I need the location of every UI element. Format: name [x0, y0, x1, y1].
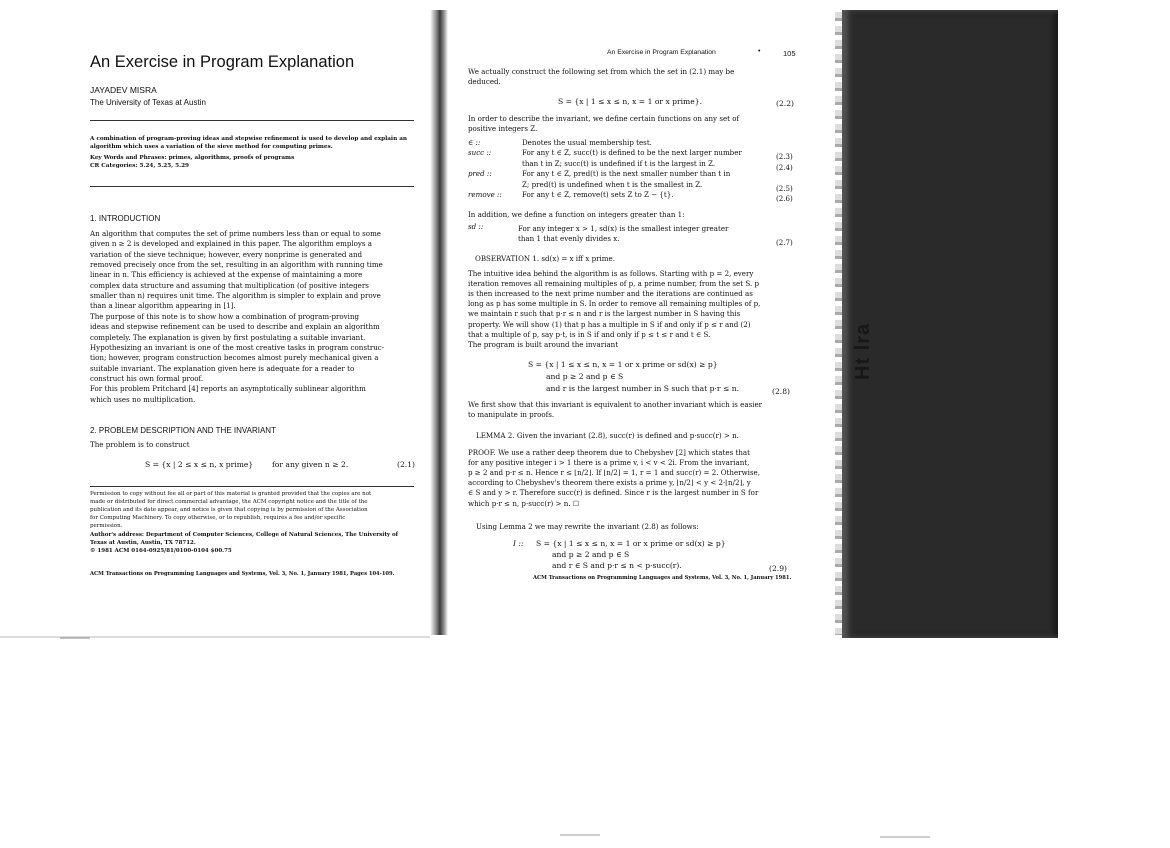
footer-line: Texas at Austin, Austin, TX 78712. [90, 539, 196, 546]
definition-text: For any t ∈ Z, succ(t) is defined to be the next larger number [522, 148, 742, 158]
body-line: suitable invariant. The explanation given here is adequate for a reader to [90, 363, 355, 373]
body-line: In order to describe the invariant, we define certain functions on any set of [468, 114, 740, 123]
abstract-line: A combination of program-proving ideas and stepwise refinement is used to develop and explain an [90, 136, 408, 142]
equation: S = {x | 2 ≤ x ≤ n, x prime} [145, 460, 254, 469]
invariant-line: S = {x | 1 ≤ x ≤ n, x = 1 or x prime or sd(x) ≥ p} [536, 539, 726, 548]
body-line: property. We will show (1) that p has a multiple in S if and only if p ≤ r and (2) [468, 319, 751, 329]
body-line: complex data structure and assuming that multiplication (of positive integers [90, 280, 369, 290]
body-line: removed precisely once from the set, resulting in an algorithm with running time [90, 260, 383, 270]
scan-smudge [560, 834, 600, 836]
body-line: to manipulate in proofs. [468, 410, 555, 419]
body-line: deduced. [468, 77, 501, 86]
book-spine-shadow [430, 10, 448, 635]
body-line: The problem is to construct [90, 440, 190, 449]
invariant-line: and p ≥ 2 and p ∈ S [546, 372, 624, 381]
journal-citation: ACM Transactions on Programming Languages and Systems, Vol. 3, No. 1, January 1981, Pages 104-109. [90, 571, 395, 577]
author-affiliation: The University of Texas at Austin [90, 98, 206, 107]
footer-line: publication and its date appear, and notice is given that copying is by permission of the Association [90, 507, 368, 514]
proof-line: according to Chebyshev's theorem there exists a prime y, ⌊n/2⌋ < y < 2·⌊n/2⌋, y [468, 478, 751, 488]
equation-number: (2.3) [776, 152, 793, 162]
running-head: An Exercise in Program Explanation [607, 49, 716, 56]
cr-categories: CR Categories: 5.24, 5.25, 5.29 [90, 163, 189, 169]
body-line: ideas and stepwise refinement can be used to describe and explain an algorithm [90, 322, 380, 332]
body-line: long as p has some multiple in S. In order to remove all remaining multiples of p, [468, 299, 761, 309]
equation-number: (2.7) [776, 238, 793, 247]
body-line: construct his own formal proof. [90, 373, 204, 383]
body-line: The program is built around the invariant [468, 339, 619, 349]
body-line: variation of the sieve technique; however, every nonprime is generated and [90, 249, 363, 259]
definition-text: Z; pred(t) is undefined when t is the smallest in Z. [522, 179, 703, 189]
body-line: tion; however, program construction becomes almost purely mechanical given a [90, 353, 379, 363]
abstract-line: algorithm which uses a variation of the sieve method for computing primes. [90, 144, 333, 150]
definition-text: Denotes the usual membership test. [522, 138, 652, 147]
equation-number: (2.1) [397, 460, 416, 469]
equation-condition: for any given n ≥ 2. [272, 460, 349, 469]
body-line: is then increased to the next prime number and the iterations are continued as [468, 289, 753, 299]
body-line: The purpose of this note is to show how a combination of program-proving [90, 311, 360, 321]
paper-title: An Exercise in Program Explanation [90, 53, 355, 71]
proof-line: for any positive integer i > 1 there is a prime v, i < v < 2i. From the invariant, [468, 458, 750, 468]
body-line: given n ≥ 2 is developed and explained in this paper. The algorithm employs a [90, 239, 373, 249]
body-line: The intuitive idea behind the algorithm is as follows. Starting with p = 2, every [468, 269, 754, 278]
equation-number: (2.5) [776, 183, 793, 193]
equation-number: (2.8) [772, 387, 791, 396]
footer-line: made or distributed for direct commercial advantage, the ACM copyright notice and the title of the [90, 499, 368, 506]
footer-line: permission. [90, 523, 123, 530]
divider [90, 486, 414, 487]
equation-number: (2.4) [776, 162, 793, 172]
divider [90, 186, 414, 187]
definition-text: For any t ∈ Z, pred(t) is the next smaller number than t in [522, 169, 731, 179]
footer-line: Permission to copy without fee all or part of this material is granted provided that the copies are not [90, 491, 372, 497]
invariant-line: and r ∈ S and p·r ≤ n < p·succ(r). [552, 561, 682, 570]
body-line: In addition, we define a function on integers greater than 1: [468, 210, 685, 219]
body-line: smaller than n) requires unit time. The algorithm is simpler to explain and prove [90, 291, 381, 301]
scan-smudge [880, 836, 930, 838]
author-name: JAYADEV MISRA [90, 85, 157, 95]
proof-line: PROOF. We use a rather deep theorem due to Chebyshev [2] which states that [468, 448, 750, 457]
body-line: than a linear algorithm appearing in [1]. [90, 301, 236, 311]
bullet-separator: • [758, 48, 761, 55]
definition-symbol: remove :: [468, 190, 502, 199]
body-line: which uses no multiplication. [90, 394, 196, 404]
lemma-statement: LEMMA 2. Given the invariant (2.8), succ(r) is defined and p·succ(r) > n. [476, 431, 739, 440]
definition-symbol: ∈ :: [468, 138, 481, 147]
footer-line: © 1981 ACM 0164-0925/81/0100-0104 $00.75 [90, 547, 232, 554]
proof-line: ∈ S and y > r. Therefore succ(r) is defined. Since r is the largest number in S for [468, 488, 759, 498]
footer-line: Author's address: Department of Computer Sciences, College of Natural Sciences, The University of [90, 531, 399, 538]
definition-symbol: sd :: [468, 222, 484, 231]
equation-number: (2.6) [776, 194, 793, 203]
left-page [0, 0, 430, 635]
body-line: that a multiple of p, say p·t, is in S if and only if p ≤ t ≤ r and t ∈ S. [468, 329, 711, 339]
body-line: linear in n. This efficiency is achieved at the expense of maintaining a more [90, 270, 363, 280]
equation: S = {x | 1 ≤ x ≤ n, x = 1 or x prime}. [558, 97, 702, 106]
body-line: An algorithm that computes the set of prime numbers less than or equal to some [90, 229, 381, 238]
equation-number: (2.9) [769, 564, 788, 573]
body-line: positive integers Z. [468, 124, 538, 133]
body-line: completely. The explanation is given by first postulating a suitable invariant. [90, 332, 366, 342]
proof-line: which p·r ≤ n, p·succ(r) > n. ☐ [468, 498, 580, 508]
observation: OBSERVATION 1. sd(x) = x iff x prime. [475, 254, 615, 263]
equation-number: (2.2) [776, 99, 795, 108]
divider [90, 120, 414, 121]
body-line: We actually construct the following set from which the set in (2.1) may be [468, 67, 735, 76]
definition-symbol: pred :: [468, 169, 492, 179]
bleed-through-text: Ht lra [852, 322, 874, 380]
invariant-line: S = {x | 1 ≤ x ≤ n, x = 1 or x prime or sd(x) ≥ p} [528, 360, 718, 369]
right-page [455, 0, 835, 635]
body-line: Using Lemma 2 we may rewrite the invariant (2.8) as follows: [476, 522, 699, 531]
definition-text: than t in Z; succ(t) is undefined if t is the largest in Z. [522, 158, 716, 168]
definition-symbol: succ :: [468, 148, 492, 158]
section-heading: 1. INTRODUCTION [90, 214, 161, 223]
body-line: We first show that this invariant is equivalent to another invariant which is easier [468, 400, 763, 409]
definition-text: than 1 that evenly divides x. [518, 234, 620, 243]
invariant-line: and p ≥ 2 and p ∈ S [552, 550, 630, 559]
body-line: Hypothesizing an invariant is one of the most creative tasks in program construc- [90, 342, 385, 352]
invariant-line: and r is the largest number in S such that p·r ≤ n. [546, 384, 740, 393]
scan-smudge [60, 637, 90, 639]
section-heading: 2. PROBLEM DESCRIPTION AND THE INVARIANT [90, 426, 276, 435]
body-line: For this problem Pritchard [4] reports an asymptotically sublinear algorithm [90, 384, 366, 394]
page-number: 105 [783, 49, 796, 58]
footer-line: for Computing Machinery. To copy otherwise, or to republish, requires a fee and/or specific [90, 515, 346, 522]
body-line: we maintain r such that p·r ≤ n and r is the largest number in S having this [468, 309, 741, 319]
invariant-symbol: I :: [513, 539, 524, 548]
body-line: iteration removes all remaining multiples of p, a prime number, from the set S. p [468, 279, 759, 289]
definition-text: For any t ∈ Z, remove(t) sets Z to Z − {t}. [522, 190, 674, 199]
definition-text: For any integer x > 1, sd(x) is the smallest integer greater [518, 224, 729, 233]
proof-line: p ≥ 2 and p·r ≤ n. Hence r ≤ ⌊n/2⌋. If ⌊n/2⌋ = 1, r = 1 and succ(r) = 2. Otherwise, [468, 468, 761, 478]
keywords: Key Words and Phrases: primes, algorithms, proofs of programs [90, 155, 295, 161]
journal-citation: ACM Transactions on Programming Languages and Systems, Vol. 3, No. 1, January 1981. [533, 575, 792, 581]
